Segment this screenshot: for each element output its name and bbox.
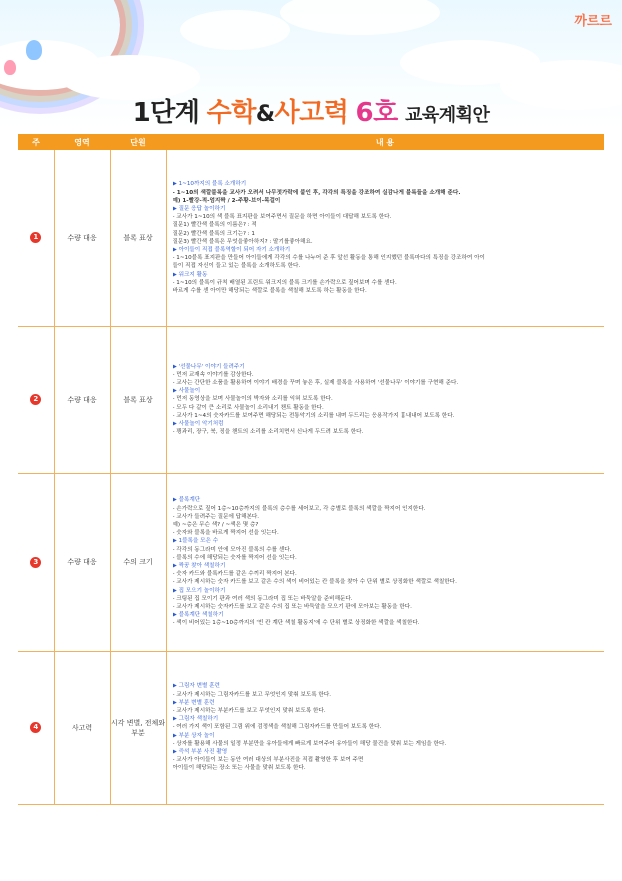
activity-line: - 숫자와 블록을 바르게 짝지어 선을 잇는다. [172, 530, 279, 537]
activity-heading: ▶ 그림자 색칠하기 [172, 716, 219, 723]
activity-line: 질문2) 빨간색 블록의 크기는? : 1 [172, 230, 255, 237]
activity-heading: ▶ '선물나무' 이야기 들려주기 [172, 363, 245, 370]
activity-line: - 교사가 1~10의 색 블록 표지판을 보여주면서 질문을 하면 아이들이 대답해 보도록 한다. [172, 214, 392, 221]
week-cell [18, 473, 54, 651]
table-header-row [18, 134, 604, 150]
activity-line: - 1~10블록 표지판을 만들어 아이들에게 각각의 수를 나누어 준 후 앞선 활동을 통해 인지했던 블록마다의 특징을 강조하여 아이 [172, 255, 485, 262]
table-row [18, 473, 604, 651]
content-cell [166, 473, 604, 651]
activity-heading: ▶ 질문 응답 놀이하기 [172, 205, 226, 212]
activity-line: - 크팅된 집 모이기 판과 여러 색의 동그라미 집 또는 바둑알을 준비해둔다. [172, 595, 353, 602]
activity-line: 질문1) 빨간색 블록의 이름은? : 적 [172, 222, 257, 229]
activity-line: - 블록의 수에 해당되는 숫자를 짝지어 선을 잇는다. [172, 554, 297, 561]
week-cell [18, 326, 54, 473]
activity-line: - 색이 비어있는 1층~10층까지의 '빈 칸 계단 색칠 활동지'에 수 단위 별로 상징화한 색깔을 색칠한다. [172, 620, 420, 627]
activity-heading: ▶ 1~10까지의 블록 소개하기 [172, 181, 247, 188]
activity-line: - 꽹과리, 장구, 북, 징을 챈트의 소리를 소리치면서 신나게 두드려 보도록 한다. [172, 429, 364, 436]
header-unit: 단원 [110, 134, 166, 150]
activity-heading: ▶ 즉석 부분 사진 촬영 [172, 749, 228, 755]
title-issue: 6호 [355, 98, 398, 128]
activity-line: - 1~10의 색깔블록을 교사가 오려서 나무젓가락에 붙인 후, 각각의 특징을 강조하여 실감나게 블록들을 소개해 준다. [172, 189, 461, 196]
activity-heading: ▶ 블록계단 색칠하기 [172, 612, 224, 619]
activity-heading: ▶ 블록계단 [172, 497, 201, 504]
title-plan: 교육계획안 [404, 105, 490, 126]
title-level: 1단계 [132, 98, 200, 128]
title-thinking: 사고력 [274, 98, 349, 128]
content-cell [166, 150, 604, 326]
unit-cell: 수의 크기 [110, 473, 166, 651]
activity-line: - 여러 가지 색이 포함된 그림 위에 검정색을 색칠해 그림자카드를 만들어 보도록 한다. [172, 724, 382, 731]
header-content: 내 용 [166, 134, 604, 150]
balloon-icon [26, 40, 42, 60]
cloud-decoration [280, 0, 440, 35]
brand-logo: 까르르 [574, 14, 612, 29]
activity-heading: ▶ 사물놀이 [172, 388, 201, 395]
activity-line: - 교사가 제시하는 숫자카드를 보고 같은 수의 집 또는 바둑알을 모으기 판에 모아보는 활동을 한다. [172, 604, 412, 611]
activity-line: - 교사가 아이들이 보는 동안 여러 대상의 부분사진을 직접 촬영한 후 보여 주면 [172, 757, 364, 764]
activity-line: 바르게 수를 센 아이만 해당되는 색깔로 블록을 색칠해 보도록 하는 활동을 한다. [172, 287, 367, 294]
activity-line: - 숫자 카드와 블록카드를 같은 수끼리 짝지어 본다. [172, 571, 297, 578]
activity-heading: ▶ 짝꿍 찾아 색칠하기 [172, 563, 226, 569]
activity-line: - 각각의 동그라미 안에 모아진 블록의 수를 센다. [172, 546, 292, 553]
header-area: 영역 [54, 134, 110, 150]
week-number-badge: 4 [30, 722, 41, 733]
activity-line: - 모두 다 같이 큰 소리로 사물놀이 소리내기 챈트 활동을 한다. [172, 404, 324, 411]
table-row [18, 150, 604, 326]
unit-cell: 블록 표상 [110, 150, 166, 326]
title-math: 수학 [206, 98, 256, 128]
week-cell [18, 651, 54, 804]
week-cell [18, 150, 54, 326]
activity-heading: ▶ 집 모으기 놀이하기 [172, 587, 226, 594]
activity-heading: ▶ 부분 상자 놀이 [172, 732, 215, 739]
activity-heading: ▶ 워크지 활동 [172, 271, 208, 278]
activity-line: 예) ~층은 무슨 색? / ~색은 몇 층? [172, 521, 259, 528]
activity-heading: ▶ 아이들이 직접 블록역할이 되어 자기 소개하기 [172, 246, 291, 253]
plan-table [18, 134, 604, 805]
activity-line: - 먼저 동영상을 보며 사물놀이의 박자와 소리를 익혀 보도록 한다. [172, 396, 333, 403]
content-cell [166, 651, 604, 804]
activity-line: - 손가락으로 짚어 1층~10층까지의 블록의 층수를 세어보고, 각 층별로 블록의 색깔을 짝지어 인지한다. [172, 505, 426, 512]
activity-line: 아이들이 해당되는 장소 또는 사물을 맞춰 보도록 한다. [172, 765, 306, 772]
activity-line: - 상자를 활용해 사물의 일정 부분만을 유아들에게 빠르게 보여주어 유아들이 해당 물건을 맞춰 보는 게임을 한다. [172, 740, 447, 747]
activity-line: - 교사가 1~4의 숫자카드를 보여주면 해당되는 전통악기의 소리를 내며 두드리는 응용작가지 흉내내어 보도록 한다. [172, 412, 455, 419]
week-number-badge: 2 [30, 394, 41, 405]
balloon-icon [4, 60, 16, 75]
table-row [18, 651, 604, 804]
activity-line: 예) 1-빨강-적-엄지짝 / 2-주황-브이-목걸이 [172, 197, 281, 204]
activity-line: - 먼저 교재속 이야기를 감상한다. [172, 371, 254, 378]
activity-line: - 교사가 들려주는 질문에 답해본다. [172, 513, 260, 520]
activity-line: - 교사가 제시하는 숫자 카드를 보고 같은 수의 색이 비어있는 칸 블록을 찾아 수 단위 별로 상징화한 색깔로 색칠한다. [172, 579, 457, 586]
activity-heading: ▶ 1블록을 모은 수 [172, 538, 219, 545]
activity-heading: ▶ 사물놀이 악기처럼 [172, 421, 224, 427]
activity-line: - 교사는 간단한 소품을 활용하여 이야기 배경을 꾸며 놓은 후, 실제 블록을 사용하여 '선물나무' 이야기를 구현해 준다. [172, 379, 459, 386]
area-cell: 수량 대응 [54, 473, 110, 651]
activity-heading: ▶ 부분 변별 훈련 [172, 699, 215, 706]
table-row [18, 326, 604, 473]
week-number-badge: 3 [30, 557, 41, 568]
title-amp: & [255, 102, 275, 127]
cloud-decoration [180, 10, 290, 50]
week-number-badge: 1 [30, 232, 41, 243]
content-cell [166, 326, 604, 473]
unit-cell: 블록 표상 [110, 326, 166, 473]
activity-line: - 1~10의 블록이 규칙 배열된 프린트 워크지의 블록 크기를 손가락으로 짚어보며 수를 센다. [172, 279, 397, 286]
header-week: 주 [18, 134, 54, 150]
area-cell: 수량 대응 [54, 150, 110, 326]
activity-line: - 교사가 제시하는 그림자카드를 보고 무엇인지 맞춰 보도록 한다. [172, 691, 332, 698]
area-cell: 수량 대응 [54, 326, 110, 473]
activity-line: 들이 직접 자신이 들고 있는 블록을 소개하도록 한다. [172, 263, 301, 270]
unit-cell: 시각 변별, 전체와 부분 [110, 651, 166, 804]
activity-line: - 교사가 제시하는 부분카드를 보고 무엇인지 맞춰 보도록 한다. [172, 707, 326, 714]
area-cell: 사고력 [54, 651, 110, 804]
activity-line: 질문3) 빨간색 블록은 무엇을좋아하지? : 딸기를좋아해요. [172, 238, 313, 245]
page-title [0, 92, 622, 129]
activity-heading: ▶ 그림자 변별 훈련 [172, 683, 220, 690]
